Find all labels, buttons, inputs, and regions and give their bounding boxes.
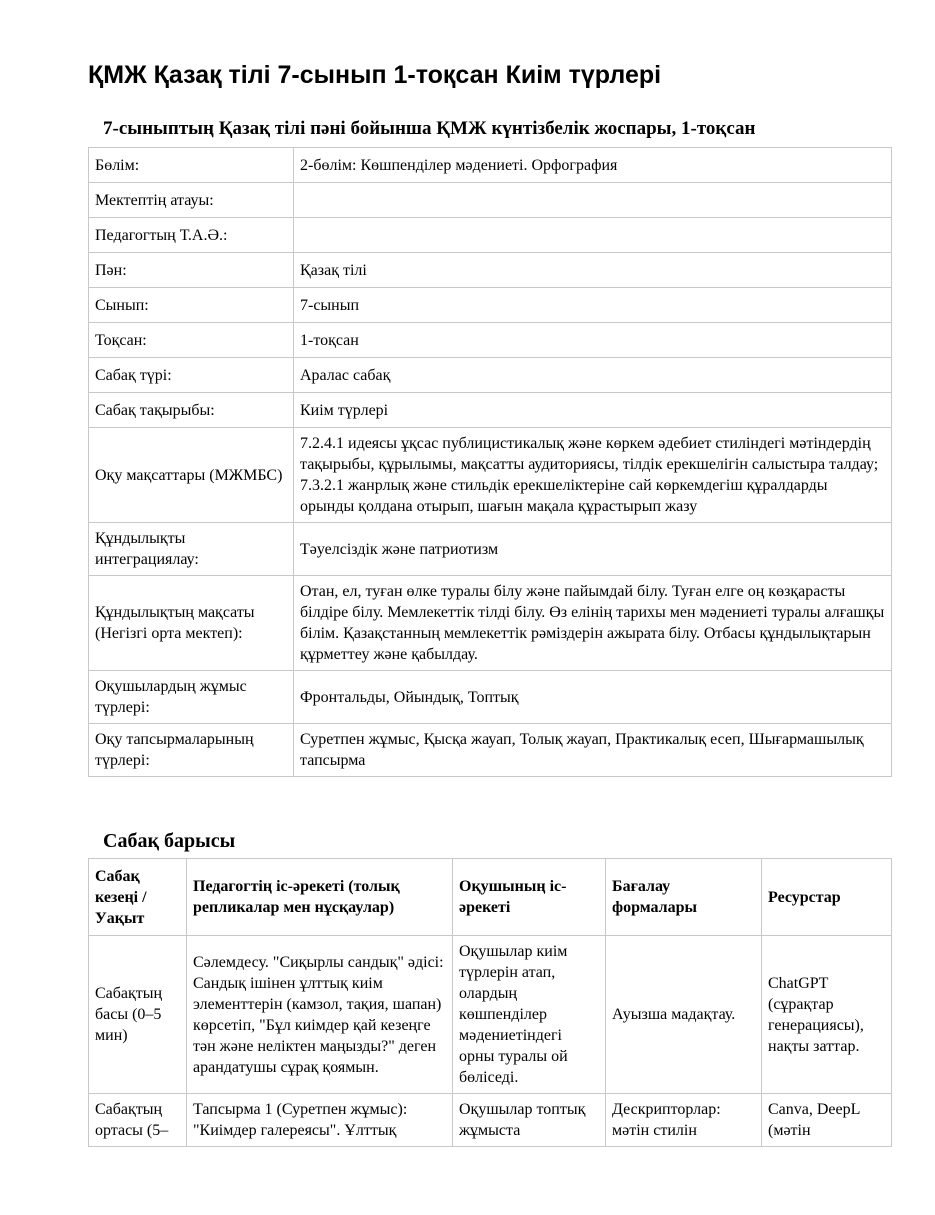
stage-cell: Сабақтың ортасы (5–: [89, 1094, 187, 1147]
page-bottom-mask: [0, 1155, 935, 1215]
info-label: Оқу мақсаттары (МЖМБС): [89, 428, 294, 523]
info-value: Қазақ тілі: [294, 253, 892, 288]
info-label: Сынып:: [89, 288, 294, 323]
resources-cell: Canva, DeepL (мәтін: [762, 1094, 892, 1147]
table-row: [89, 724, 892, 777]
info-value: Аралас сабақ: [294, 358, 892, 393]
info-label: Құндылықты интеграциялау:: [89, 523, 294, 576]
column-header: Сабақ кезеңі / Уақыт: [89, 859, 187, 936]
info-value: Тәуелсіздік және патриотизм: [294, 523, 892, 576]
info-label: Оқушылардың жұмыс түрлері:: [89, 671, 294, 724]
info-label: Құндылықтың мақсаты (Негізгі орта мектеп):: [89, 576, 294, 671]
table-row: [89, 428, 892, 523]
table-row: [89, 936, 892, 1094]
table-row: [89, 218, 892, 253]
student-activity-cell: Оқушылар киім түрлерін атап, олардың көшпенділер мәдениетіндегі орны туралы ой бөліседі.: [453, 936, 606, 1094]
info-label: Сабақ түрі:: [89, 358, 294, 393]
info-value: 7-сынып: [294, 288, 892, 323]
teacher-activity-cell: Тапсырма 1 (Суретпен жұмыс): "Киімдер галереясы". Ұлттық: [187, 1094, 453, 1147]
info-value: [294, 183, 892, 218]
column-header: Педагогтің іс-әрекеті (толық репликалар мен нұсқаулар): [187, 859, 453, 936]
info-value: Отан, ел, туған өлке туралы білу және пайымдай білу. Туған елге оң көзқарасты білдіре білу. Мемлекеттік тілді білу. Өз елінің тарихы мен мәдениеті туралы алғашқы білім. Қазақстанның мемлекеттік рәміздерін ажырата білу. Отбасы құндылықтарын құрметтеу және қабылдау.: [294, 576, 892, 671]
info-label: Тоқсан:: [89, 323, 294, 358]
lesson-info-table: [88, 147, 892, 777]
table-row: [89, 253, 892, 288]
lesson-flow-title: Сабақ барысы: [103, 830, 236, 852]
info-value: 1-тоқсан: [294, 323, 892, 358]
resources-cell: ChatGPT (сұрақтар генерациясы), нақты заттар.: [762, 936, 892, 1094]
table-row: [89, 1094, 892, 1147]
info-label: Сабақ тақырыбы:: [89, 393, 294, 428]
table-row: [89, 288, 892, 323]
info-label: Пән:: [89, 253, 294, 288]
info-value: 7.2.4.1 идеясы ұқсас публицистикалық және көркем әдебиет стиліндегі мәтіндердің тақырыбы, құрылымы, мақсатты аудиториясы, тілдік ерекшелігін салыстыра талдау; 7.3.2.1 жанрлық және стильдік ерекшеліктеріне сай көркемдегіш құралдарды орынды қолдана отырып, шағын мақала құрастырып жазу: [294, 428, 892, 523]
table-row: [89, 393, 892, 428]
lesson-flow-table: [88, 858, 892, 1147]
student-activity-cell: Оқушылар топтық жұмыста: [453, 1094, 606, 1147]
info-value: Фронтальды, Ойындық, Топтық: [294, 671, 892, 724]
info-value: Киім түрлері: [294, 393, 892, 428]
info-label: Оқу тапсырмаларының түрлері:: [89, 724, 294, 777]
info-label: Педагогтың Т.А.Ә.:: [89, 218, 294, 253]
table-row: [89, 323, 892, 358]
info-label: Мектептің атауы:: [89, 183, 294, 218]
column-header: Оқушының іс-әрекеті: [453, 859, 606, 936]
plan-subtitle: 7-сыныптың Қазақ тілі пәні бойынша ҚМЖ күнтізбелік жоспары, 1-тоқсан: [103, 118, 756, 139]
table-row: [89, 523, 892, 576]
table-row: [89, 671, 892, 724]
info-label: Бөлім:: [89, 148, 294, 183]
table-row: [89, 183, 892, 218]
page-title: ҚМЖ Қазақ тілі 7-сынып 1-тоқсан Киім түрлері: [88, 61, 662, 89]
table-row: [89, 576, 892, 671]
assessment-cell: Ауызша мадақтау.: [606, 936, 762, 1094]
table-row: [89, 148, 892, 183]
teacher-activity-cell: Сәлемдесу. "Сиқырлы сандық" әдісі: Сандық ішінен ұлттық киім элементтерін (камзол, тақия, шапан) көрсетіп, "Бұл киімдер қай кезеңге тән және неліктен маңызды?" деген арандатушы сұрақ қоямын.: [187, 936, 453, 1094]
column-header: Ресурстар: [762, 859, 892, 936]
info-value: [294, 218, 892, 253]
info-value: Суретпен жұмыс, Қысқа жауап, Толық жауап, Практикалық есеп, Шығармашылық тапсырма: [294, 724, 892, 777]
table-header-row: [89, 859, 892, 936]
column-header: Бағалау формалары: [606, 859, 762, 936]
info-value: 2-бөлім: Көшпенділер мәдениеті. Орфография: [294, 148, 892, 183]
stage-cell: Сабақтың басы (0–5 мин): [89, 936, 187, 1094]
table-row: [89, 358, 892, 393]
assessment-cell: Дескрипторлар: мәтін стилін: [606, 1094, 762, 1147]
